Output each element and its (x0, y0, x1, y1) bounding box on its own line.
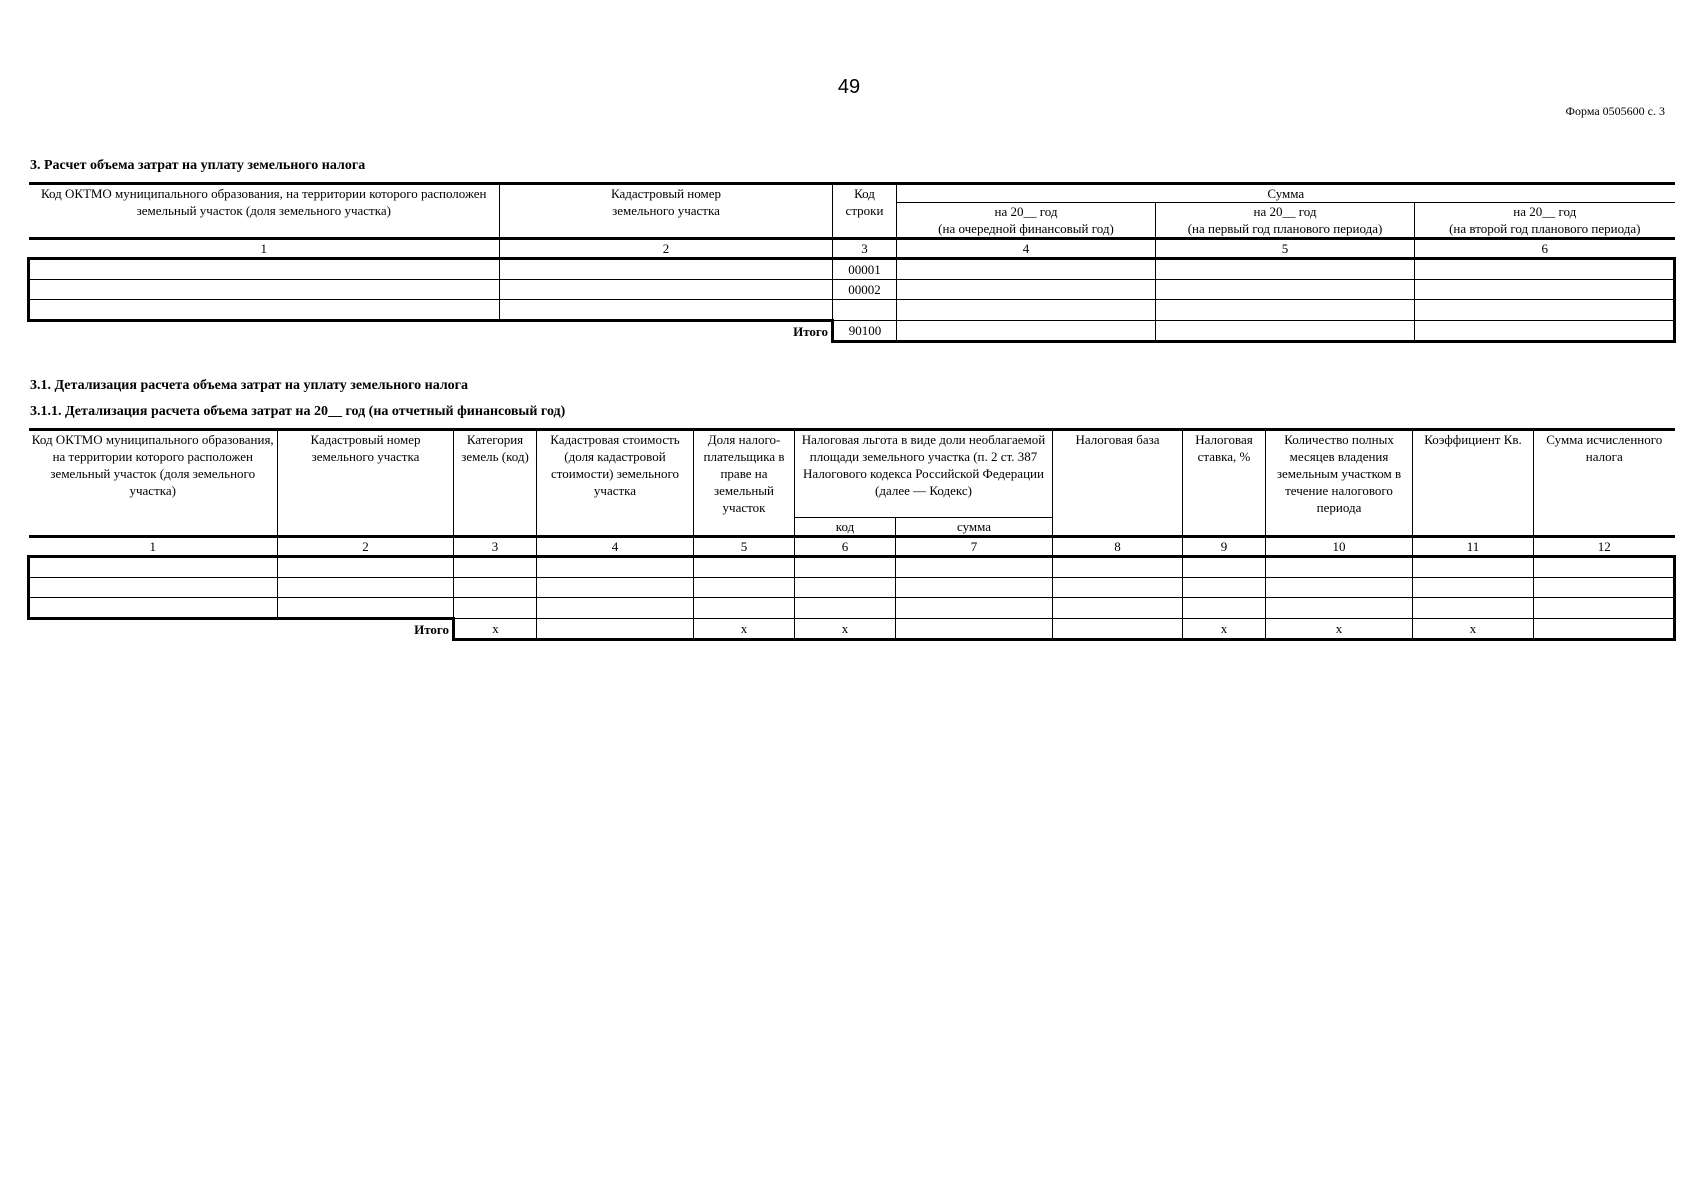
sum-cell[interactable] (1415, 280, 1675, 300)
land-tax-table (27, 182, 1676, 343)
data-cell[interactable] (896, 598, 1053, 619)
header-year-current-line1: на 20__ год (994, 204, 1058, 219)
total-row (29, 321, 1675, 342)
sum-cell[interactable] (1415, 259, 1675, 280)
col-number: 6 (795, 537, 896, 557)
sum-cell[interactable] (1156, 280, 1415, 300)
total-cell[interactable] (1053, 619, 1183, 640)
total-sum-cell[interactable] (1415, 321, 1675, 342)
data-cell[interactable] (896, 578, 1053, 598)
cadastral-cell[interactable] (500, 280, 833, 300)
data-cell[interactable] (1266, 598, 1413, 619)
header-benefit-sum: сумма (896, 518, 1053, 537)
data-cell[interactable] (795, 598, 896, 619)
column-numbers-row (29, 239, 1675, 259)
header-coefficient: Коэффициент Кв. (1413, 430, 1534, 537)
sum-cell[interactable] (1156, 300, 1415, 321)
data-cell[interactable] (537, 557, 694, 578)
table-row (29, 578, 1675, 598)
header-year-current-line2: (на очередной финансовый год) (938, 221, 1114, 236)
data-cell[interactable] (1534, 578, 1675, 598)
col-number: 2 (500, 239, 833, 259)
data-cell[interactable] (795, 578, 896, 598)
header-cadastral-line2: земельного участка (612, 203, 720, 218)
header-year-first-line2: (на первый год планового периода) (1187, 221, 1383, 236)
col-number: 6 (1415, 239, 1675, 259)
total-cell: x (1183, 619, 1266, 640)
data-cell[interactable] (694, 557, 795, 578)
data-cell[interactable] (454, 557, 537, 578)
header-tax-benefit: Налоговая льгота в виде доли необлагаемой площади земельного участка (п. 2 ст. 387 Налогового кодекса Российской Федерации (далее — Кодекс) (795, 430, 1053, 518)
header-row-code-line1: Код (854, 186, 875, 201)
row-code-cell: 00001 (833, 259, 897, 280)
header-row-code-line2: строки (845, 203, 884, 218)
header-tax-base: Налоговая база (1053, 430, 1183, 537)
table-row (29, 300, 1675, 321)
data-cell[interactable] (1183, 578, 1266, 598)
column-numbers-row (29, 537, 1675, 557)
sum-cell[interactable] (1156, 259, 1415, 280)
page-number: 49 (837, 76, 861, 98)
total-label: Итого (793, 324, 828, 340)
data-cell[interactable] (1053, 598, 1183, 619)
data-cell[interactable] (29, 557, 278, 578)
data-cell[interactable] (1413, 578, 1534, 598)
header-cadastral-value: Кадастровая стоимость (доля кадастровой стоимости) земельного участка (537, 430, 694, 537)
header-land-category: Категория земель (код) (454, 430, 537, 537)
header-oktmo: Код ОКТМО муниципального образования, на территории которого расположен земельный участок (доля земельного участка) (29, 184, 500, 239)
header-year-second (1415, 203, 1675, 239)
header-months-owned: Количество полных месяцев владения земельным участком в течение налогового периода (1266, 430, 1413, 537)
sum-cell[interactable] (897, 300, 1156, 321)
col-number: 4 (897, 239, 1156, 259)
table-row (29, 557, 1675, 578)
land-tax-detail-table (27, 428, 1676, 641)
col-number: 8 (1053, 537, 1183, 557)
cadastral-cell[interactable] (500, 300, 833, 321)
col-number: 3 (833, 239, 897, 259)
header-row-code (833, 184, 897, 239)
data-cell[interactable] (1266, 578, 1413, 598)
total-cell: x (795, 619, 896, 640)
data-cell[interactable] (1413, 598, 1534, 619)
sum-cell[interactable] (1415, 300, 1675, 321)
header-year-second-line2: (на второй год планового периода) (1449, 221, 1641, 236)
total-row (29, 619, 1675, 640)
total-sum-cell[interactable] (1156, 321, 1415, 342)
total-cell[interactable] (1534, 619, 1675, 640)
data-cell[interactable] (795, 557, 896, 578)
oktmo-cell[interactable] (29, 300, 500, 321)
header-year-current (897, 203, 1156, 239)
total-cell[interactable] (537, 619, 694, 640)
col-number: 11 (1413, 537, 1534, 557)
sum-cell[interactable] (897, 259, 1156, 280)
data-cell[interactable] (1413, 557, 1534, 578)
header-cadastral-number: Кадастровый номер земельного участка (278, 430, 454, 537)
header-calculated-tax: Сумма исчисленного налога (1534, 430, 1675, 537)
section-3-1-title: 3.1. Детализация расчета объема затрат на уплату земельного налога (30, 378, 469, 393)
data-cell[interactable] (1266, 557, 1413, 578)
oktmo-cell[interactable] (29, 259, 500, 280)
section-3-1-1-title: 3.1.1. Детализация расчета объема затрат на 20__ год (на отчетный финансовый год) (30, 404, 566, 419)
col-number: 9 (1183, 537, 1266, 557)
data-cell[interactable] (278, 578, 454, 598)
table-row (29, 259, 1675, 280)
data-cell[interactable] (694, 578, 795, 598)
header-tax-rate: Налоговая ставка, % (1183, 430, 1266, 537)
header-cadastral-number (500, 184, 833, 239)
col-number: 7 (896, 537, 1053, 557)
form-reference: Форма 0505600 с. 3 (1565, 104, 1665, 118)
col-number: 3 (454, 537, 537, 557)
data-cell[interactable] (1053, 578, 1183, 598)
table-row (29, 598, 1675, 619)
total-cell: x (1413, 619, 1534, 640)
data-cell[interactable] (537, 578, 694, 598)
col-number: 4 (537, 537, 694, 557)
header-sum: Сумма (897, 184, 1675, 203)
data-cell[interactable] (896, 557, 1053, 578)
header-year-second-line1: на 20__ год (1513, 204, 1577, 219)
data-cell[interactable] (1183, 598, 1266, 619)
col-number: 5 (694, 537, 795, 557)
header-benefit-code: код (795, 518, 896, 537)
total-cell: x (1266, 619, 1413, 640)
header-taxpayer-share: Доля налого-плательщика в праве на земельный участок (694, 430, 795, 537)
data-cell[interactable] (454, 578, 537, 598)
data-cell[interactable] (278, 598, 454, 619)
cadastral-cell[interactable] (500, 259, 833, 280)
col-number: 1 (29, 537, 278, 557)
data-cell[interactable] (537, 598, 694, 619)
col-number: 2 (278, 537, 454, 557)
data-cell[interactable] (1183, 557, 1266, 578)
data-cell[interactable] (29, 598, 278, 619)
header-oktmo: Код ОКТМО муниципального образования, на территории которого расположен земельный участок (доля земельного участка) (29, 430, 278, 537)
header-cadastral-line1: Кадастровый номер (610, 186, 722, 201)
data-cell[interactable] (1534, 598, 1675, 619)
total-cell: x (454, 619, 537, 640)
row-code-cell: 00002 (833, 280, 897, 300)
total-code: 90100 (833, 321, 897, 342)
oktmo-cell[interactable] (29, 280, 500, 300)
header-year-first (1156, 203, 1415, 239)
total-sum-cell[interactable] (897, 321, 1156, 342)
data-cell[interactable] (1053, 557, 1183, 578)
col-number: 10 (1266, 537, 1413, 557)
total-label: Итого (414, 622, 449, 638)
data-cell[interactable] (454, 598, 537, 619)
col-number: 1 (29, 239, 500, 259)
header-year-first-line1: на 20__ год (1253, 204, 1317, 219)
total-cell[interactable] (896, 619, 1053, 640)
data-cell[interactable] (1534, 557, 1675, 578)
row-code-cell (833, 300, 897, 321)
data-cell[interactable] (29, 578, 278, 598)
col-number: 12 (1534, 537, 1675, 557)
col-number: 5 (1156, 239, 1415, 259)
section-3-title: 3. Расчет объема затрат на уплату земельного налога (30, 158, 366, 173)
sum-cell[interactable] (897, 280, 1156, 300)
data-cell[interactable] (694, 598, 795, 619)
table-row (29, 280, 1675, 300)
data-cell[interactable] (278, 557, 454, 578)
total-cell: x (694, 619, 795, 640)
